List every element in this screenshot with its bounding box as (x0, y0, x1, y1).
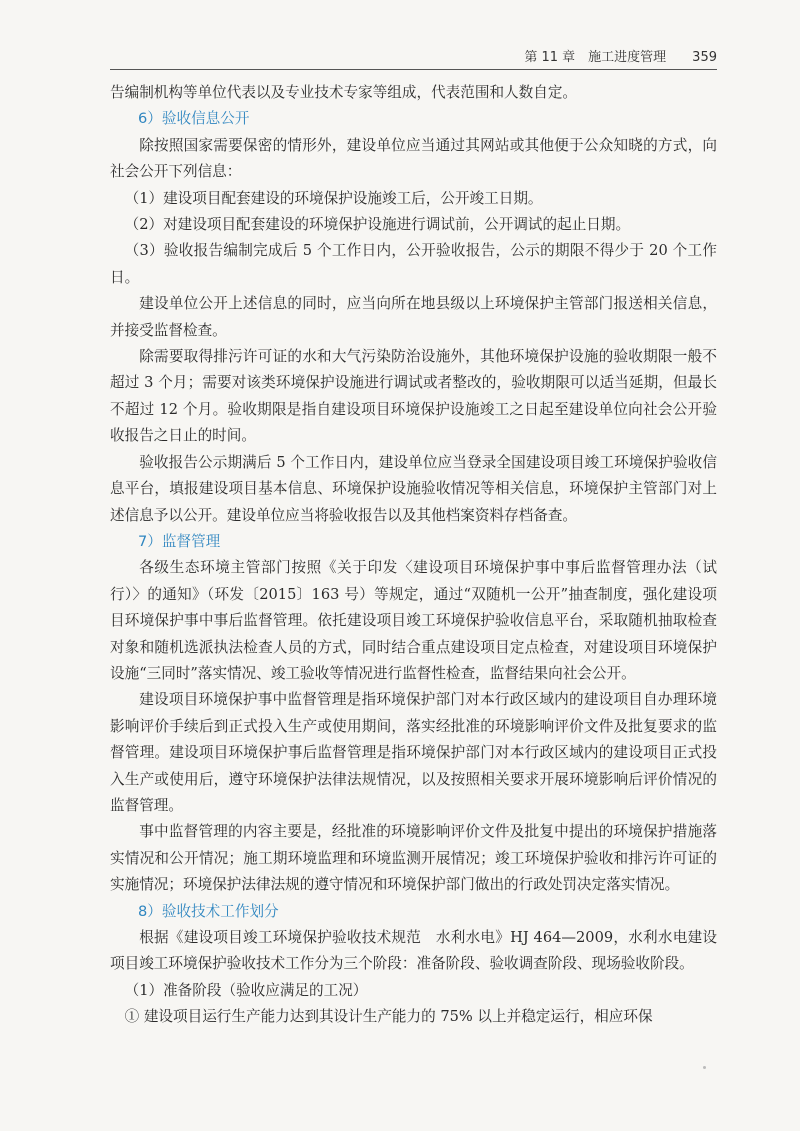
paragraph: 建设项目环境保护事中监督管理是指环境保护部门对本行政区域内的建设项目自办理环境影响评价手续后到正式投入生产或使用期间，落实经批准的环境影响评价文件及批复要求的监督管理。建设项目环境保护事后监督管理是指环境保护部门对本行政区域内的建设项目正式投入生产或使用后，遵守环境保护法律法规情况，以及按照相关要求开展环境影响后评价情况的监督管理。 (110, 691, 717, 814)
list-item: （2）对建设项目配套建设的环境保护设施进行调试前，公开调试的起止日期。 (124, 216, 631, 234)
page-body (110, 80, 717, 1031)
list-item: （1）准备阶段（验收应满足的工况） (124, 981, 368, 999)
list-item: （1）建设项目配套建设的环境保护设施竣工后，公开竣工日期。 (124, 189, 543, 207)
paragraph: 除需要取得排污许可证的水和大气污染防治设施外，其他环境保护设施的验收期限一般不超过 3 个月；需要对该类环境保护设施进行调试或者整改的，验收期限可以适当延期，但最长不超过 12 个月。验收期限是指自建设项目环境保护设施竣工之日起至建设单位向社会公开验收报告之日止的时间。 (110, 348, 717, 445)
paragraph: 除按照国家需要保密的情形外，建设单位应当通过其网站或其他便于公众知晓的方式，向社会公开下列信息： (110, 136, 717, 181)
section-heading: 7）监督管理 (138, 532, 221, 550)
list-item: ① 建设项目运行生产能力达到其设计生产能力的 75% 以上并稳定运行，相应环保 (124, 1008, 653, 1026)
section-heading: 8）验收技术工作划分 (138, 902, 279, 920)
list-item: （3）验收报告编制完成后 5 个工作日内，公开验收报告，公示的期限不得少于 20 个工作日。 (110, 242, 717, 286)
section-heading: 6）验收信息公开 (138, 110, 250, 128)
paragraph: 根据《建设项目竣工环境保护验收技术规范 水利水电》HJ 464—2009，水利水电建设项目竣工环境保护验收技术工作分为三个阶段：准备阶段、验收调查阶段、现场验收阶段。 (110, 929, 717, 973)
page-mark (703, 1066, 706, 1069)
paragraph: 验收报告公示期满后 5 个工作日内，建设单位应当登录全国建设项目竣工环境保护验收信息平台，填报建设项目基本信息、环境保护设施验收情况等相关信息，环境保护主管部门对上述信息予以公开。建设单位应当将验收报告以及其他档案资料存档备查。 (110, 453, 717, 524)
paragraph: 建设单位公开上述信息的同时，应当向所在地县级以上环境保护主管部门报送相关信息，并接受监督检查。 (110, 295, 717, 339)
paragraph: 各级生态环境主管部门按照《关于印发〈建设项目环境保护事中事后监督管理办法（试行）〉的通知》（环发〔2015〕163 号）等规定，通过“双随机一公开”抽查制度，强化建设项目环境保护事中事后监督管理。依托建设项目竣工环境保护验收信息平台，采取随机抽取检查对象和随机选派执法检查人员的方式，同时结合重点建设项目定点检查，对建设项目环境保护设施“三同时”落实情况、竣工验收等情况进行监督性检查，监督结果向社会公开。 (110, 559, 717, 682)
paragraph: 告编制机构等单位代表以及专业技术专家等组成，代表范围和人数自定。 (110, 84, 578, 101)
paragraph: 事中监督管理的内容主要是，经批准的环境影响评价文件及批复中提出的环境保护措施落实情况和公开情况；施工期环境监理和环境监测开展情况；竣工环境保护验收和排污许可证的实施情况；环境保护法律法规的遵守情况和环境保护部门做出的行政处罚决定落实情况。 (110, 823, 717, 894)
page-header (110, 44, 717, 70)
page-number: 359 (692, 50, 717, 65)
chapter-title: 第 11 章 施工进度管理 (524, 50, 667, 65)
